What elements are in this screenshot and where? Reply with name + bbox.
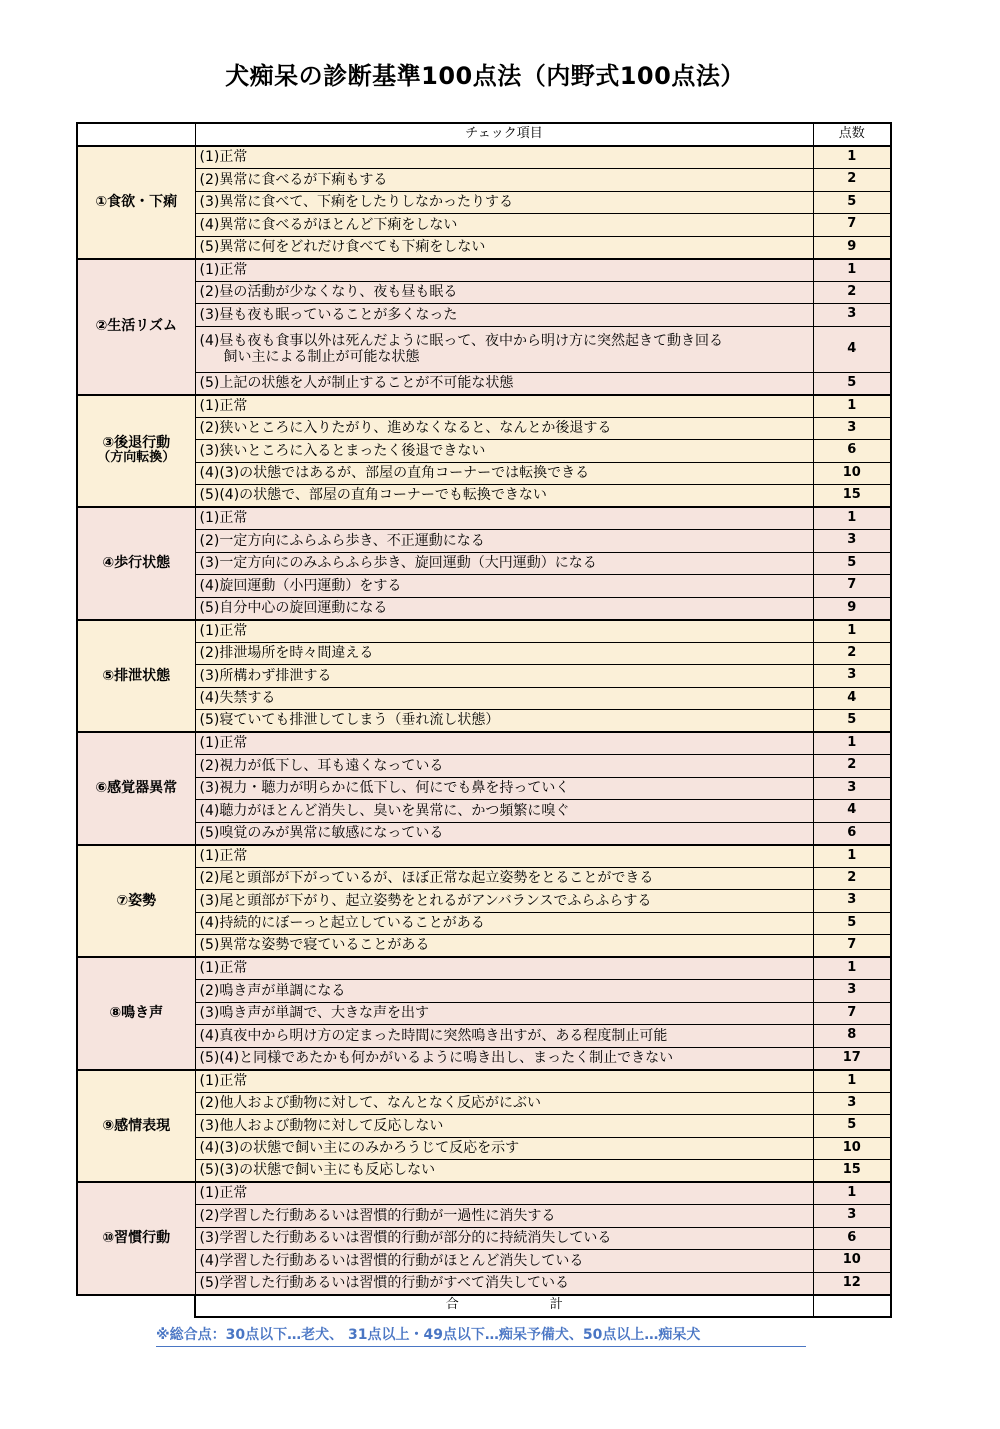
check-item [195,146,813,169]
check-item [195,1272,813,1295]
check-item [195,462,813,485]
score-cell: 5 [813,1115,891,1138]
check-item [195,259,813,282]
check-item-text: (5)寝ていても排泄してしまう（垂れ流し状態） [199,712,500,729]
check-item-text: (1)正常 [199,847,248,864]
check-item-text: (3)他人および動物に対して反応しない [199,1117,444,1134]
table-row [77,912,891,935]
check-item-text: (2)昼の活動が少なくなり、夜も昼も眠る [199,284,458,301]
score-cell: 1 [813,957,891,980]
score-cell: 1 [813,1070,891,1093]
check-item [195,867,813,890]
check-item [195,169,813,192]
table-row [77,1272,891,1295]
check-item [195,665,813,688]
check-item-text: (2)視力が低下し、耳も遠くなっている [199,757,444,774]
table-row [77,642,891,665]
check-item-text: (3)学習した行動あるいは習慣的行動が部分的に持続消失している [199,1230,612,1247]
check-item-text: (1)正常 [199,1185,248,1202]
check-item [195,800,813,823]
table-row [77,1070,891,1093]
category-name: ①食欲・下痢 [95,194,178,211]
table-row [77,440,891,463]
check-item [195,980,813,1003]
score-cell: 17 [813,1047,891,1070]
table-row [77,1250,891,1273]
check-item-text: (1)正常 [199,1072,248,1089]
table-row [77,1205,891,1228]
check-item [195,575,813,598]
table-row [77,620,891,643]
score-cell: 1 [813,845,891,868]
score-cell: 3 [813,1092,891,1115]
check-item-text: (4)失禁する [199,690,276,707]
category-subname: （方向転換） [97,450,176,466]
score-cell: 3 [813,980,891,1003]
category-name: ⑤排泄状態 [102,667,171,684]
check-item [195,417,813,440]
table-row [77,326,891,372]
category-label [77,732,195,845]
check-item [195,372,813,395]
check-item [195,530,813,553]
category-name: ⑩習慣行動 [102,1230,171,1247]
score-cell: 10 [813,1137,891,1160]
score-cell: 1 [813,507,891,530]
check-item-text: (4)真夜中から明け方の定まった時間に突然鳴き出すが、ある程度制止可能 [199,1027,668,1044]
check-item [195,710,813,733]
category-name: ②生活リズム [95,318,178,335]
check-item-text: (5)異常に何をどれだけ食べても下痢をしない [199,238,486,255]
table-row [77,890,891,913]
score-cell: 5 [813,552,891,575]
check-item-text: (4)(3)の状態ではあるが、部屋の直角コーナーでは転換できる [199,465,590,482]
check-item [195,1160,813,1183]
check-item [195,1227,813,1250]
table-row [77,980,891,1003]
diagnosis-table [76,122,892,1318]
check-item-text: (5)(4)の状態で、部屋の直角コーナーでも転換できない [199,487,547,504]
total-label: 合 計 [195,1295,813,1317]
check-item [195,597,813,620]
check-item-text: (4)(3)の状態で飼い主にのみかろうじて反応を示す [199,1140,520,1157]
check-item [195,1092,813,1115]
score-cell: 5 [813,912,891,935]
table-row [77,1227,891,1250]
score-cell: 4 [813,687,891,710]
check-item [195,957,813,980]
check-item [195,1182,813,1205]
table-row [77,1025,891,1048]
table-row [77,146,891,169]
check-item [195,822,813,845]
check-item-text: (4)持続的にぼーっと起立していることがある [199,915,485,932]
total-row [77,1295,891,1317]
score-cell: 6 [813,440,891,463]
category-name: ⑨感情表現 [102,1117,171,1134]
check-item-text: (2)尾と頭部が下がっているが、ほぼ正常な起立姿勢をとることができる [199,870,654,887]
check-item [195,552,813,575]
table-row [77,530,891,553]
table-row [77,1115,891,1138]
score-cell: 8 [813,1025,891,1048]
table-row [77,822,891,845]
check-item [195,620,813,643]
category-label [77,620,195,733]
score-cell: 2 [813,281,891,304]
table-row [77,1047,891,1070]
score-cell: 9 [813,597,891,620]
table-row [77,845,891,868]
total-score-field[interactable] [813,1295,891,1317]
table-row [77,755,891,778]
table-row [77,395,891,418]
check-item [195,326,813,372]
category-name: ⑦姿勢 [116,892,157,909]
check-item-text: (3)狭いところに入るとまったく後退できない [199,442,486,459]
check-item-text: (4)旋回運動（小円運動）をする [199,577,402,594]
table-row [77,935,891,958]
category-name: ③後退行動 [102,435,171,452]
score-cell: 15 [813,485,891,508]
check-item [195,1025,813,1048]
check-item-text: (1)正常 [199,510,248,527]
check-item-text: (2)他人および動物に対して、なんとなく反応がにぶい [199,1095,542,1112]
table-row [77,867,891,890]
check-item [195,485,813,508]
check-item [195,1002,813,1025]
check-item-text: (3)視力・聴力が明らかに低下し、何にでも鼻を持っていく [199,780,570,797]
table-row [77,800,891,823]
check-item [195,507,813,530]
check-item [195,1250,813,1273]
category-label [77,1182,195,1295]
table-row [77,236,891,259]
category-name: ④歩行状態 [102,555,171,572]
score-cell: 2 [813,755,891,778]
check-item-text: (4)聴力がほとんど消失し、臭いを異常に、かつ頻繁に嗅ぐ [199,802,570,819]
table-row [77,957,891,980]
table-row [77,462,891,485]
check-item [195,236,813,259]
category-label [77,845,195,958]
table-row [77,732,891,755]
category-name: ⑥感覚器異常 [95,780,178,797]
check-item-text: (4)異常に食べるがほとんど下痢をしない [199,216,458,233]
header-blank-cell [77,123,195,146]
check-item [195,845,813,868]
table-row [77,777,891,800]
table-row [77,259,891,282]
check-item [195,1047,813,1070]
check-item [195,304,813,327]
score-cell: 1 [813,146,891,169]
category-label [77,957,195,1070]
check-item-text: (1)正常 [199,622,248,639]
score-cell: 2 [813,867,891,890]
check-item [195,912,813,935]
page-title: 犬痴呆の診断基準100点法（内野式100点法） [225,62,745,90]
score-cell: 5 [813,710,891,733]
score-cell: 7 [813,214,891,237]
table-row [77,304,891,327]
table-row [77,687,891,710]
check-item-text: (1)正常 [199,735,248,752]
check-item-text: (5)上記の状態を人が制止することが不可能な状態 [199,374,514,391]
check-item-text: (1)正常 [199,149,248,166]
check-item [195,395,813,418]
table-row [77,507,891,530]
check-item-text: (1)正常 [199,960,248,977]
table-row [77,169,891,192]
score-cell: 1 [813,259,891,282]
check-item-text: (2)学習した行動あるいは習慣的行動が一過性に消失する [199,1207,556,1224]
check-item [195,732,813,755]
table-row [77,372,891,395]
score-cell: 6 [813,1227,891,1250]
score-cell: 1 [813,395,891,418]
check-item [195,281,813,304]
score-cell: 5 [813,372,891,395]
check-item [195,687,813,710]
header-score-label: 点数 [813,123,891,146]
table-row [77,575,891,598]
score-cell: 15 [813,1160,891,1183]
table-row [77,1092,891,1115]
table-row [77,1182,891,1205]
check-item [195,755,813,778]
check-item-text: (4)学習した行動あるいは習慣的行動がほとんど消失している [199,1252,584,1269]
score-cell: 7 [813,575,891,598]
table-row [77,552,891,575]
check-item-text: (3)所構わず排泄する [199,667,332,684]
score-cell: 4 [813,800,891,823]
check-item-text: (1)正常 [199,261,248,278]
score-cell: 5 [813,191,891,214]
check-item [195,1070,813,1093]
table-row [77,710,891,733]
score-cell: 1 [813,620,891,643]
check-item-text: (1)正常 [199,397,248,414]
check-item-text: (3)一定方向にのみふらふら歩き、旋回運動（大円運動）になる [199,555,597,572]
check-item-text: (5)(4)と同様であたかも何かがいるように鳴き出し、まったく制止できない [199,1049,674,1066]
category-name: ⑧鳴き声 [109,1005,164,1022]
check-item-text: (3)昼も夜も眠っていることが多くなった [199,306,458,323]
score-cell: 4 [813,326,891,372]
check-item [195,1115,813,1138]
check-item-text: (3)鳴き声が単調で、大きな声を出す [199,1005,430,1022]
check-item [195,191,813,214]
check-item [195,935,813,958]
check-item [195,777,813,800]
check-item [195,1137,813,1160]
score-cell: 9 [813,236,891,259]
check-item-text: (2)鳴き声が単調になる [199,982,346,999]
score-cell: 7 [813,1002,891,1025]
score-cell: 1 [813,732,891,755]
score-cell: 10 [813,462,891,485]
category-label [77,146,195,259]
footnote: ※総合点：30点以下…老犬、 31点以上・49点以下…痴呆予備犬、50点以上…痴呆犬 [156,1324,806,1347]
category-label [77,1070,195,1183]
category-label [77,507,195,620]
table-row [77,485,891,508]
check-item [195,440,813,463]
table-row [77,597,891,620]
score-cell: 3 [813,665,891,688]
check-item [195,890,813,913]
category-label [77,395,195,508]
score-cell: 1 [813,1182,891,1205]
check-item-text: (3)異常に食べて、下痢をしたりしなかったりする [199,194,514,211]
check-item-text: (2)狭いところに入りたがり、進めなくなると、なんとか後退する [199,420,612,437]
check-item [195,1205,813,1228]
check-item-text: (5)(3)の状態で飼い主にも反応しない [199,1162,436,1179]
score-cell: 3 [813,890,891,913]
score-cell: 10 [813,1250,891,1273]
score-cell: 3 [813,1205,891,1228]
check-item-text: (2)一定方向にふらふら歩き、不正運動になる [199,532,485,549]
score-cell: 3 [813,777,891,800]
check-item-text: (5)学習した行動あるいは習慣的行動がすべて消失している [199,1274,570,1291]
score-cell: 3 [813,530,891,553]
table-row [77,214,891,237]
score-cell: 12 [813,1272,891,1295]
score-cell: 2 [813,642,891,665]
check-item-text-continued: 飼い主による制止が可能な状態 [223,349,420,365]
score-cell: 6 [813,822,891,845]
check-item-text: (2)排泄場所を時々間違える [199,645,374,662]
table-row [77,417,891,440]
check-item [195,642,813,665]
check-item-text: (4)昼も夜も食事以外は死んだように眠って、夜中から明け方に突然起きて動き回る [199,332,724,349]
check-item-text: (2)異常に食べるが下痢もする [199,171,388,188]
score-cell: 7 [813,935,891,958]
check-item-text: (5)自分中心の旋回運動になる [199,599,388,616]
category-label [77,259,195,395]
table-row [77,665,891,688]
check-item [195,214,813,237]
header-row [77,123,891,146]
score-cell: 3 [813,417,891,440]
table-row [77,281,891,304]
score-cell: 3 [813,304,891,327]
check-item-text: (5)異常な姿勢で寝ていることがある [199,937,430,954]
table-row [77,1137,891,1160]
table-row [77,191,891,214]
table-row [77,1160,891,1183]
score-cell: 2 [813,169,891,192]
check-item-text: (3)尾と頭部が下がり、起立姿勢をとれるがアンバランスでふらふらする [199,892,652,909]
table-row [77,1002,891,1025]
check-item-text: (5)嗅覚のみが異常に敏感になっている [199,824,444,841]
header-item-label: チェック項目 [195,123,813,146]
total-blank-cell [77,1295,195,1317]
